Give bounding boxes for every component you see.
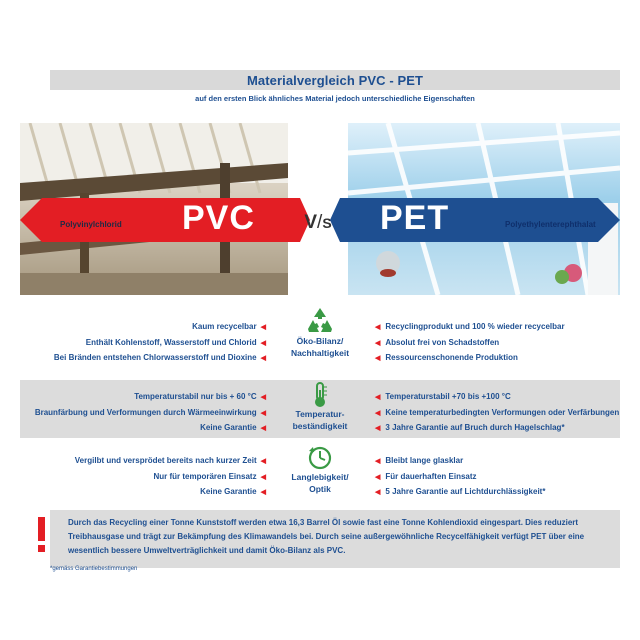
eco-label-line2: Nachhaltigkeit [290,348,350,358]
durability-label-line1: Langlebigkeit/ [291,472,349,482]
list-item: Temperaturstabil nur bis + 60 °C ◀ [134,392,266,401]
list-item: ◀ Ressourcenschonende Produktion [375,353,518,362]
temp-label-line1: Temperatur- [295,409,345,419]
pet-abbr: PET [380,199,450,237]
note-text: Durch das Recycling einer Tonne Kunststoff werden etwa 16,3 Barrel Öl sowie fast eine Tonne Kohlendioxid eingespart. Dies reduziert Treibhausgase und trägt zur Bekämpfung des Klimawandels bei. Durch seine außergewöhnliche Recycelfähigkeit verfügt PET über eine wesentlich bessere Umweltverträglichkeit und damit Öko-Bilanz als PVC. [68,518,585,555]
pvc-abbr: PVC [182,199,255,237]
list-item: ◀ Recyclingprodukt und 100 % wieder recycelbar [375,322,565,331]
eco-label-block [275,307,365,359]
page-title: Materialvergleich PVC - PET [246,72,424,88]
versus-s: S [322,215,332,231]
section-eco [20,307,620,369]
temp-label-block [275,382,365,432]
temp-label-line2: beständigkeit [292,421,348,431]
pvc-eco-list [54,319,266,366]
clock-icon [307,445,333,471]
thermometer-icon [312,382,328,408]
pet-eco-list [375,319,565,366]
exclamation-icon [36,517,46,553]
list-item: Keine Garantie ◀ [200,487,266,496]
pet-name: Polyethylenterephthalat [505,220,596,229]
versus-slash: / [317,212,323,233]
section-temperature [20,380,620,438]
recycle-icon [305,307,335,335]
list-item: Nur für temporären Einsatz ◀ [153,471,266,481]
durability-label-line2: Optik [309,484,331,494]
list-item: ◀ 5 Jahre Garantie auf Lichtdurchlässigkeit* [375,487,546,496]
title-bar [50,70,620,90]
recycling-note [50,510,620,568]
page-subtitle: auf den ersten Blick ähnliches Material jedoch unterschiedliche Eigenschaften [195,94,475,103]
pet-durability-list [375,453,545,500]
pvc-name: Polyvinylchlorid [60,220,122,229]
list-item: Braunfärbung und Verformungen durch Wärmeeinwirkung ◀ [34,407,266,417]
durability-label-block [275,445,365,495]
versus-v: V [304,212,318,233]
list-item: Bei Bränden entstehen Chlorwasserstoff und Dioxine ◀ [53,353,266,362]
pvc-temp-list [35,389,266,436]
list-item: ◀ 3 Jahre Garantie auf Bruch durch Hagelschlag* [375,423,565,432]
eco-label-line1: Öko-Bilanz/ [296,336,344,346]
list-item: ◀ Keine temperaturbedingten Verformungen oder Verfärbungen [375,407,620,417]
pet-temp-list [375,389,619,436]
list-item: ◀ Absolut frei von Schadstoffen [375,337,500,347]
list-item: Enthält Kohlenstoff, Wasserstoff und Chlorid ◀ [85,337,266,347]
pvc-durability-list [75,453,266,500]
list-item: ◀ Für dauerhaften Einsatz [375,471,477,481]
pet-banner [330,198,620,242]
list-item: Vergilbt und versprödet bereits nach kurzer Zeit ◀ [74,456,266,465]
footnote: *gemäss Garantiebestimmungen [50,566,138,572]
section-durability [20,443,620,503]
list-item: ◀ Temperaturstabil +70 bis +100 °C [375,392,511,401]
list-item: ◀ Bleibt lange glasklar [375,456,464,465]
list-item: Kaum recycelbar ◀ [192,322,266,331]
list-item: Keine Garantie ◀ [200,423,266,432]
pvc-banner [20,198,310,242]
